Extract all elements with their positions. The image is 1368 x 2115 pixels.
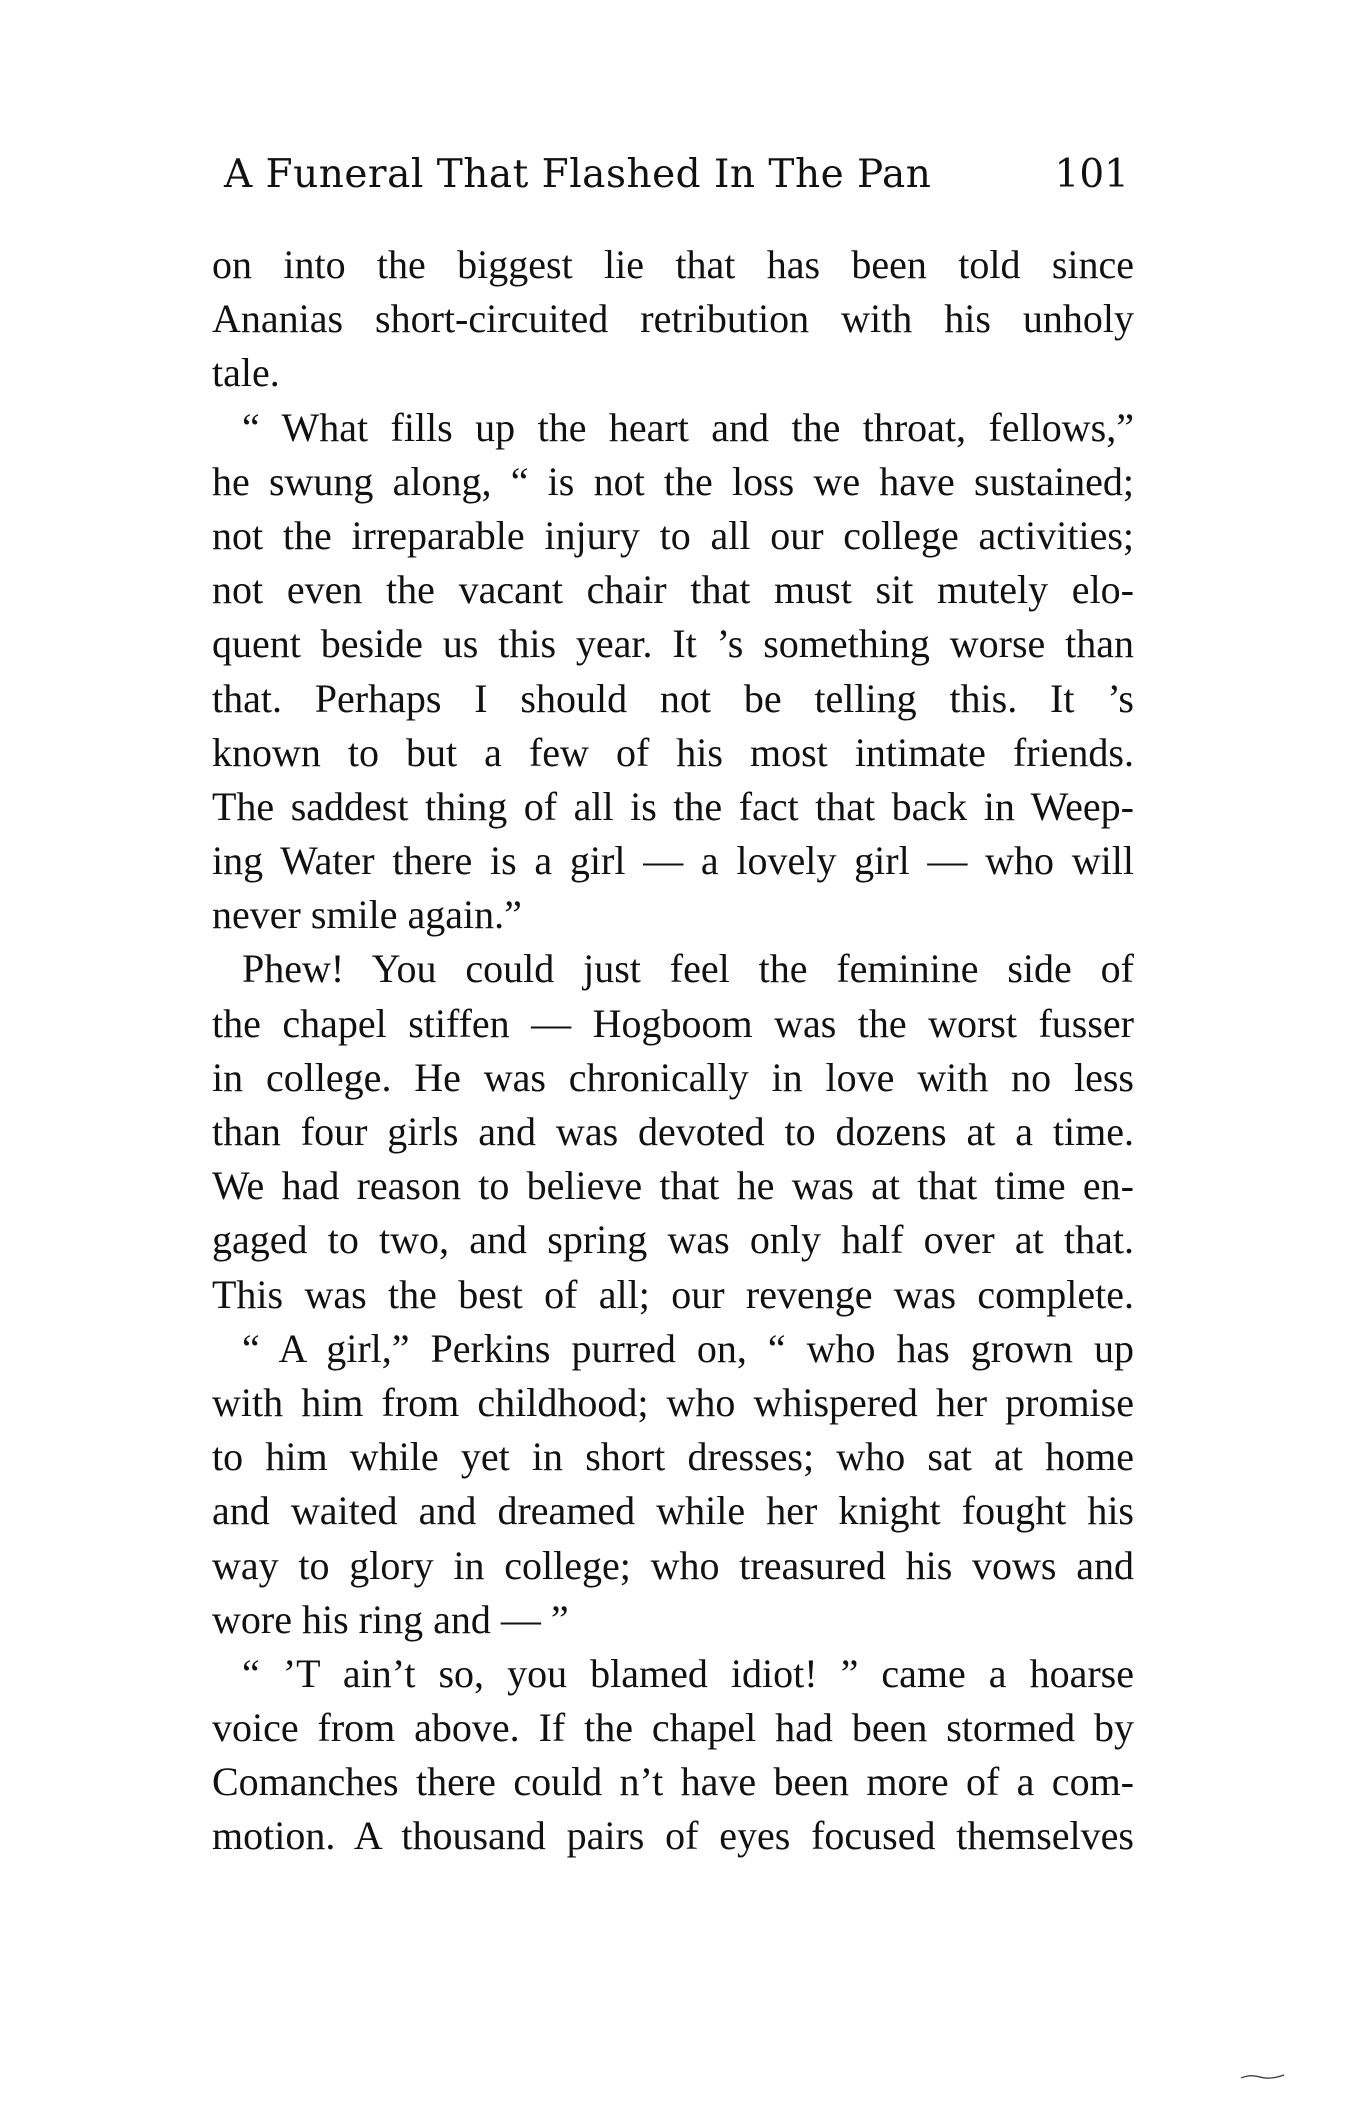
body-text [212,238,1134,1864]
text-line: with him from childhood; who whispered her promise [212,1379,1134,1425]
text-line: “ ’T ain’t so, you blamed idiot! ” came a hoarse [242,1650,1134,1696]
text-line: voice from above. If the chapel had been stormed by [212,1705,1134,1751]
text-line: on into the biggest lie that has been told since [212,242,1134,287]
text-line: We had reason to believe that he was at that time en- [212,1163,1134,1209]
text-line: in college. He was chronically in love with no less [212,1054,1134,1100]
scan-speck-mark [1240,2072,1285,2080]
text-line: The saddest thing of all is the fact that back in Weep- [212,783,1134,829]
text-line: that. Perhaps I should not be telling this. It ’s [212,675,1134,721]
text-line: to him while yet in short dresses; who sat at home [212,1434,1134,1480]
running-title: A Funeral That Flashed In The Pan [224,152,932,197]
text-line: “ What fills up the heart and the throat, fellows,” [242,404,1134,450]
running-header [224,152,1129,212]
text-line: not even the vacant chair that must sit mutely elo- [212,567,1134,613]
text-line: motion. A thousand pairs of eyes focused themselves [212,1813,1134,1859]
page-number: 101 [1054,152,1129,197]
text-line: and waited and dreamed while her knight fought his [212,1488,1134,1534]
text-line: ing Water there is a girl — a lovely girl — who will [212,838,1134,884]
text-line: Ananias short-circuited retribution with his unholy [212,296,1134,342]
text-line: Comanches there could n’t have been more of a com- [212,1759,1134,1805]
text-line: gaged to two, and spring was only half over at that. [212,1217,1134,1263]
text-line: known to but a few of his most intimate friends. [212,729,1134,775]
text-line: not the irreparable injury to all our college activities; [212,512,1134,558]
text-line: This was the best of all; our revenge was complete. [212,1271,1134,1317]
text-line: he swung along, “ is not the loss we have sustained; [212,458,1134,504]
text-line: tale. [212,350,280,396]
text-line: never smile again.” [212,892,522,938]
text-line: quent beside us this year. It ’s something worse than [212,621,1134,667]
text-line: Phew! You could just feel the feminine side of [242,946,1134,992]
text-line: the chapel stiffen — Hogboom was the worst fusser [212,1000,1134,1046]
text-line: wore his ring and — ” [212,1596,569,1642]
text-line: “ A girl,” Perkins purred on, “ who has grown up [242,1325,1134,1371]
text-line: way to glory in college; who treasured his vows and [212,1542,1134,1588]
text-line: than four girls and was devoted to dozens at a time. [212,1109,1134,1154]
